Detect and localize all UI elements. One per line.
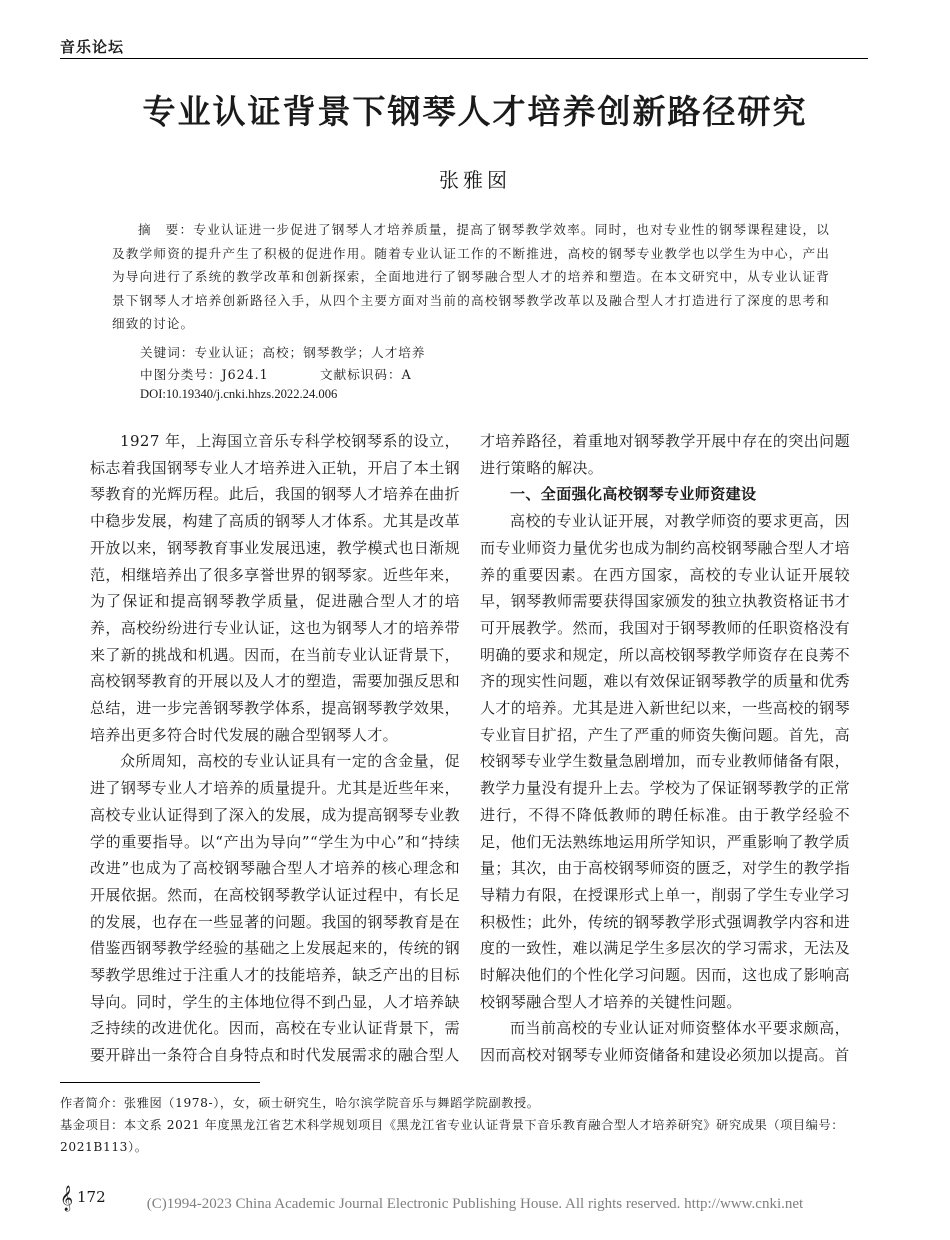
footnote-rule [60, 1082, 260, 1083]
abstract: 摘 要：专业认证进一步促进了钢琴人才培养质量，提高了钢琴教学效率。同时，也对专业性的钢琴课程建设，以及教学师资的提升产生了积极的促进作用。随着专业认证工作的不断推进，高校的钢琴专业教学也以学生为中心，产出为导向进行了系统的教学改革和创新探索，全面地进行了钢琴融合型人才的培养和塑造。在本文研究中，从专业认证背景下钢琴人才培养创新路径入手，从四个主要方面对当前的高校钢琴教学改革以及融合型人才打造进行了深度的思考和细致的讨论。 [112, 222, 830, 331]
classification-code: 中图分类号：J624.1 [140, 367, 269, 382]
body-paragraph: 1927 年，上海国立音乐专科学校钢琴系的设立，标志着我国钢琴专业人才培养进入正轨，开启了本土钢琴教育的光辉历程。此后，我国的钢琴人才培养在曲折中稳步发展，构建了高质的钢琴人才体系。尤其是改革开放以来，钢琴教育事业发展迅速，教学模式也日渐规范，相继培养出了很多享誉世界的钢琴家。近些年来，为了保证和提高钢琴教学质量，促进融合型人才的培养，高校纷纷进行专业认证，这也为钢琴人才的培养带来了新的挑战和机遇。因而，在当前专业认证背景下，高校钢琴教育的开展以及人才的塑造，需要加强反思和总结，进一步完善钢琴教学体系，提高钢琴教学效果，培养出更多符合时代发展的融合型钢琴人才。 [90, 432, 460, 744]
body-column-left [90, 428, 460, 1069]
article-author: 张雅囡 [439, 168, 511, 192]
footnote-author-bio: 作者简介：张雅囡（1978-），女，硕士研究生，哈尔滨学院音乐与舞蹈学院副教授。 [60, 1096, 540, 1110]
page-number-value: 172 [77, 1188, 106, 1206]
article-title: 专业认证背景下钢琴人才培养创新路径研究 [142, 92, 808, 131]
body-paragraph: 众所周知，高校的专业认证具有一定的含金量，促进了钢琴专业人才培养的质量提升。尤其是近些年来，高校专业认证得到了深入的发展，成为提高钢琴专业教学的重要指导。以“产出为导向”“学生为中心”和“持续改进”也成为了高校钢琴融合型人才培养的核心理念和开展依据。然而，在高校钢琴教学认证过程中，有长足的发展，也存在一些显著的问题。我国的钢琴教育是在借鉴西钢琴教学经验的基础之上发展起来的，传统的钢琴教学思维过于注重人才的技能培养，缺乏产出的目标导向。同时，学生的主体地位得不到凸显，人才培养缺乏持续的改进优化。因而，高校在专业认证背景下，需要开辟出一条符合自身特点和时代发展需求的融合型人 [90, 752, 460, 1065]
keywords: 关键词：专业认证；高校；钢琴教学；人才培养 [140, 345, 426, 360]
header-rule [60, 58, 868, 59]
document-code: 文献标识码：A [320, 367, 412, 382]
body-paragraph: 而当前高校的专业认证对师资整体水平要求颇高，因而高校对钢琴专业师资储备和建设必须加以提高。首 [480, 1019, 850, 1065]
body-paragraph-continuation: 才培养路径，着重地对钢琴教学开展中存在的突出问题进行策略的解决。 [480, 432, 850, 477]
footnote-fund: 基金项目：本文系 2021 年度黑龙江省艺术科学规划项目《黑龙江省专业认证背景下音乐教育融合型人才培养研究》研究成果（项目编号：2021B113）。 [60, 1118, 845, 1154]
treble-clef-icon: 𝄞 [60, 1186, 74, 1211]
classification-line [140, 364, 412, 383]
doi: DOI:10.19340/j.cnki.hhzs.2022.24.006 [140, 387, 338, 401]
body-paragraph: 高校的专业认证开展，对教学师资的要求更高，因而专业师资力量优劣也成为制约高校钢琴融合型人才培养的重要因素。在西方国家，高校的专业认证开展较早，钢琴教师需要获得国家颁发的独立执教资格证书才可开展教学。然而，我国对于钢琴教师的任职资格没有明确的要求和规定，所以高校钢琴教学师资存在良莠不齐的现实性问题，难以有效保证钢琴教学的质量和优秀人才的培养。尤其是进入新世纪以来，一些高校的钢琴专业盲目扩招，产生了严重的师资失衡问题。首先，高校钢琴专业学生数量急剧增加，而专业教师储备有限，教学力量没有提升上去。学校为了保证钢琴教学的正常进行，不得不降低教师的聘任标准。由于教学经验不足，他们无法熟练地运用所学知识，严重影响了教学质量；其次，由于高校钢琴师资的匮乏，对学生的教学指导精力有限，在授课形式上单一，削弱了学生专业学习积极性；此外，传统的钢琴教学形式强调教学内容和进度的一致性，难以满足学生多层次的学习需求，无法及时解决他们的个性化学习问题。因而，这也成了影响高校钢琴融合型人才培养的关键性问题。 [480, 512, 850, 1011]
body-column-right [480, 428, 850, 1069]
copyright-watermark: (C)1994-2023 China Academic Journal Electronic Publishing House. All rights reserved. http://www.cnki.net [146, 1196, 804, 1212]
journal-section-label: 音乐论坛 [60, 38, 125, 56]
section-heading: 一、全面强化高校钢琴专业师资建设 [510, 485, 757, 504]
